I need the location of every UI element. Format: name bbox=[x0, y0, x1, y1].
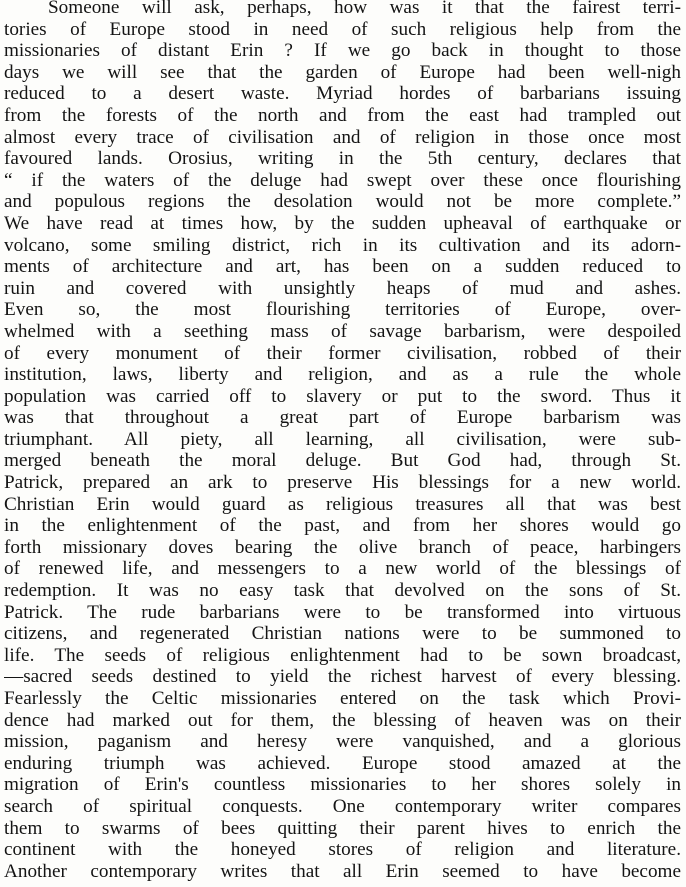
text-line: Patrick. The rude barbarians were to be transformed into virtuous bbox=[4, 601, 681, 623]
text-line: them to swarms of bees quitting their parent hives to enrich the bbox=[4, 817, 681, 839]
text-line: in the enlightenment of the past, and from her shores would go bbox=[4, 515, 681, 537]
text-line: almost every trace of civilisation and of religion in those once most bbox=[4, 126, 681, 148]
text-line: Patrick, prepared an ark to preserve His blessings for a new world. bbox=[4, 472, 681, 494]
text-line: Christian Erin would guard as religious treasures all that was best bbox=[4, 493, 681, 515]
text-line: from the forests of the north and from the east had trampled out bbox=[4, 104, 681, 126]
text-line: “ if the waters of the deluge had swept over these once flourishing bbox=[4, 169, 681, 191]
text-line: citizens, and regenerated Christian nations were to be summoned to bbox=[4, 623, 681, 645]
text-line: We have read at times how, by the sudden upheaval of earthquake or bbox=[4, 212, 681, 234]
text-line: continent with the honeyed stores of religion and literature. bbox=[4, 839, 681, 861]
article-text-column bbox=[4, 0, 681, 882]
text-line: reduced to a desert waste. Myriad hordes of barbarians issuing bbox=[4, 83, 681, 105]
text-line: mission, paganism and heresy were vanquished, and a glorious bbox=[4, 731, 681, 753]
text-line: ruin and covered with unsightly heaps of mud and ashes. bbox=[4, 277, 681, 299]
text-line: forth missionary doves bearing the olive branch of peace, harbingers bbox=[4, 536, 681, 558]
text-line: enduring triumph was achieved. Europe stood amazed at the bbox=[4, 752, 681, 774]
text-line: Another contemporary writes that all Erin seemed to have become bbox=[4, 860, 681, 882]
text-line: missionaries of distant Erin ? If we go back in thought to those bbox=[4, 40, 681, 62]
text-line: was that throughout a great part of Europe barbarism was bbox=[4, 407, 681, 429]
text-line: of renewed life, and messengers to a new world of the blessings of bbox=[4, 558, 681, 580]
text-line: —sacred seeds destined to yield the richest harvest of every blessing. bbox=[4, 666, 681, 688]
text-line: tories of Europe stood in need of such religious help from the bbox=[4, 18, 681, 40]
text-line: volcano, some smiling district, rich in its cultivation and its adorn- bbox=[4, 234, 681, 256]
text-line: Fearlessly the Celtic missionaries entered on the task which Provi- bbox=[4, 688, 681, 709]
text-line: whelmed with a seething mass of savage barbarism, were despoiled bbox=[4, 320, 681, 342]
text-line: Someone will ask, perhaps, how was it that the fairest terri- bbox=[48, 0, 681, 18]
text-line: triumphant. All piety, all learning, all civilisation, were sub- bbox=[4, 428, 681, 450]
text-line: redemption. It was no easy task that devolved on the sons of St. bbox=[4, 580, 681, 602]
text-line: migration of Erin's countless missionaries to her shores solely in bbox=[4, 774, 681, 796]
text-line: population was carried off to slavery or put to the sword. Thus it bbox=[4, 385, 681, 407]
text-line: merged beneath the moral deluge. But God had, through St. bbox=[4, 450, 681, 472]
text-line: ments of architecture and art, has been on a sudden reduced to bbox=[4, 256, 681, 278]
text-line: search of spiritual conquests. One contemporary writer compares bbox=[4, 795, 681, 817]
text-line: and populous regions the desolation would not be more complete.” bbox=[4, 191, 681, 213]
text-line: dence had marked out for them, the blessing of heaven was on their bbox=[4, 709, 681, 731]
text-line: life. The seeds of religious enlightenment had to be sown broadcast, bbox=[4, 644, 681, 666]
text-line: institution, laws, liberty and religion, and as a rule the whole bbox=[4, 364, 681, 386]
text-line: of every monument of their former civilisation, robbed of their bbox=[4, 342, 681, 364]
text-line: Even so, the most flourishing territories of Europe, over- bbox=[4, 299, 681, 321]
text-line: favoured lands. Orosius, writing in the 5th century, declares that bbox=[4, 148, 681, 170]
text-line: days we will see that the garden of Europe had been well-nigh bbox=[4, 61, 681, 83]
